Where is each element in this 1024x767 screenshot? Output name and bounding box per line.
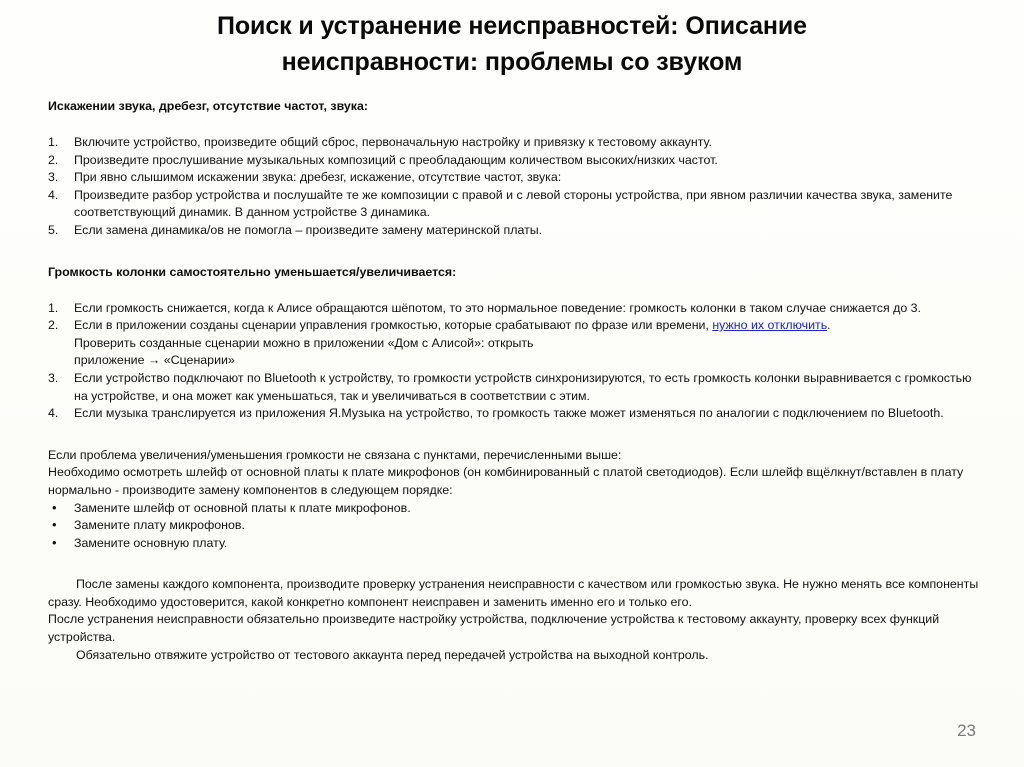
list-item [48, 370, 988, 405]
list-item [48, 317, 988, 370]
list-marker: 3. [48, 370, 59, 385]
list-item [48, 517, 988, 535]
title-line-1: Поиск и устранение неисправностей: Описание [217, 12, 807, 40]
list-marker: 2. [48, 152, 59, 167]
list-marker: 1. [48, 300, 59, 315]
list-item [48, 134, 988, 152]
list-item-text: Если громкость снижается, когда к Алисе обращаются шёпотом, то это нормальное поведение: громкость колонки в таком случае снижается до 3. [74, 300, 922, 315]
title-line-2: неисправности: проблемы со звуком [281, 48, 743, 76]
section-1-list [48, 134, 988, 240]
bullet-icon: • [52, 517, 57, 533]
bullet-icon: • [52, 499, 57, 515]
list-item-text: Замените плату микрофонов. [74, 518, 245, 533]
list-item [48, 169, 988, 187]
spacer [48, 423, 988, 447]
list-marker: 3. [48, 170, 59, 185]
list-item-text: Произведите прослушивание музыкальных композиций с преобладающим количеством высоких/низких частот. [74, 152, 718, 167]
list-item [48, 535, 988, 553]
slide-title [60, 8, 964, 80]
list-item-text: Если устройство подключают по Bluetooth к устройству, то громкости устройств синхронизируются, то есть громкость колонки выравнивается с громкостью на устройстве, и она может как уменьшаться, так и увеличиваться в соответствии с этим. [74, 370, 972, 403]
list-item [48, 222, 988, 240]
spacer [48, 281, 988, 300]
list-item-text: При явно слышимом искажении звука: дребезг, искажение, отсутствие частот, звука: [74, 170, 562, 185]
list-item-text-after-link: . [827, 318, 831, 333]
list-item [48, 405, 988, 423]
section-1-heading: Искажении звука, дребезг, отсутствие частот, звука: [48, 99, 368, 113]
disable-scenarios-link[interactable]: нужно их отключить [712, 318, 828, 333]
list-marker: 2. [48, 318, 59, 333]
bullet-icon: • [52, 534, 57, 550]
list-item-text: Включите устройство, произведите общий сброс, первоначальную настройку и привязку к тестовому аккаунту. [74, 135, 712, 149]
list-marker: 1. [48, 135, 59, 149]
page-number: 23 [957, 721, 976, 740]
list-item-subline-2: приложение → «Сценарии» [74, 353, 235, 368]
list-item-subline-1: Проверить созданные сценарии можно в приложении «Дом с Алисой»: открыть [74, 335, 534, 350]
section-4-paragraph-2: После устранения неисправности обязательно произведите настройку устройства, подключение устройства к тестовому аккаунту, проверку всех функций устройства. [48, 612, 940, 645]
section-4-paragraph-1: После замены каждого компонента, производите проверку устранения неисправности с качеством или громкостью звука. Не нужно менять все компоненты сразу. Необходимо удостоверится, какой конкретно компонент неисправен и заменить именно его и только его. [48, 577, 979, 609]
spacer [48, 115, 988, 134]
list-item-text-before-link: Если в приложении созданы сценарии управления громкостью, которые срабатывают по фразе или времени, [74, 318, 713, 333]
list-item-text: Замените основную плату. [74, 535, 228, 550]
spacer [48, 240, 988, 264]
section-3-paragraph-2: Необходимо осмотреть шлейф от основной платы к плате микрофонов (он комбинированный с платой светодиодов). Если шлейф вщёлкнут/вставлен в плату нормально - производите замену компонентов в следующем порядке: [48, 465, 964, 497]
list-item [48, 500, 988, 518]
list-item [48, 187, 988, 222]
list-item-text: Если музыка транслируется из приложения Я.Музыка на устройство, то громкость также может изменяться по аналогии с подключением по Bluetooth. [74, 406, 944, 421]
section-2-heading: Громкость колонки самостоятельно уменьшается/увеличивается: [48, 264, 457, 279]
spacer [48, 552, 988, 576]
list-item-text [74, 317, 988, 370]
list-item-text: Произведите разбор устройства и послушайте те же композиции с правой и с левой стороны устройства, при явном различии качества звука, замените соответствующий динамик. В данном устройстве 3 динамика. [74, 187, 953, 220]
section-2-list [48, 300, 988, 423]
section-3-paragraph-1: Если проблема увеличения/уменьшения громкости не связана с пунктами, перечисленными выше: [48, 447, 622, 462]
slide-body [48, 98, 988, 664]
list-item [48, 152, 988, 170]
list-item-text: Если замена динамика/ов не помогла – произведите замену материнской платы. [74, 222, 543, 237]
list-marker: 4. [48, 187, 59, 202]
list-marker: 4. [48, 406, 59, 421]
list-item-text: Замените шлейф от основной платы к плате микрофонов. [74, 500, 411, 515]
list-item [48, 300, 988, 318]
list-marker: 5. [48, 222, 59, 237]
section-4-paragraph-3: Обязательно отвяжите устройство от тестового аккаунта перед передачей устройства на выходной контроль. [76, 647, 709, 662]
section-3-bullets [48, 500, 988, 553]
